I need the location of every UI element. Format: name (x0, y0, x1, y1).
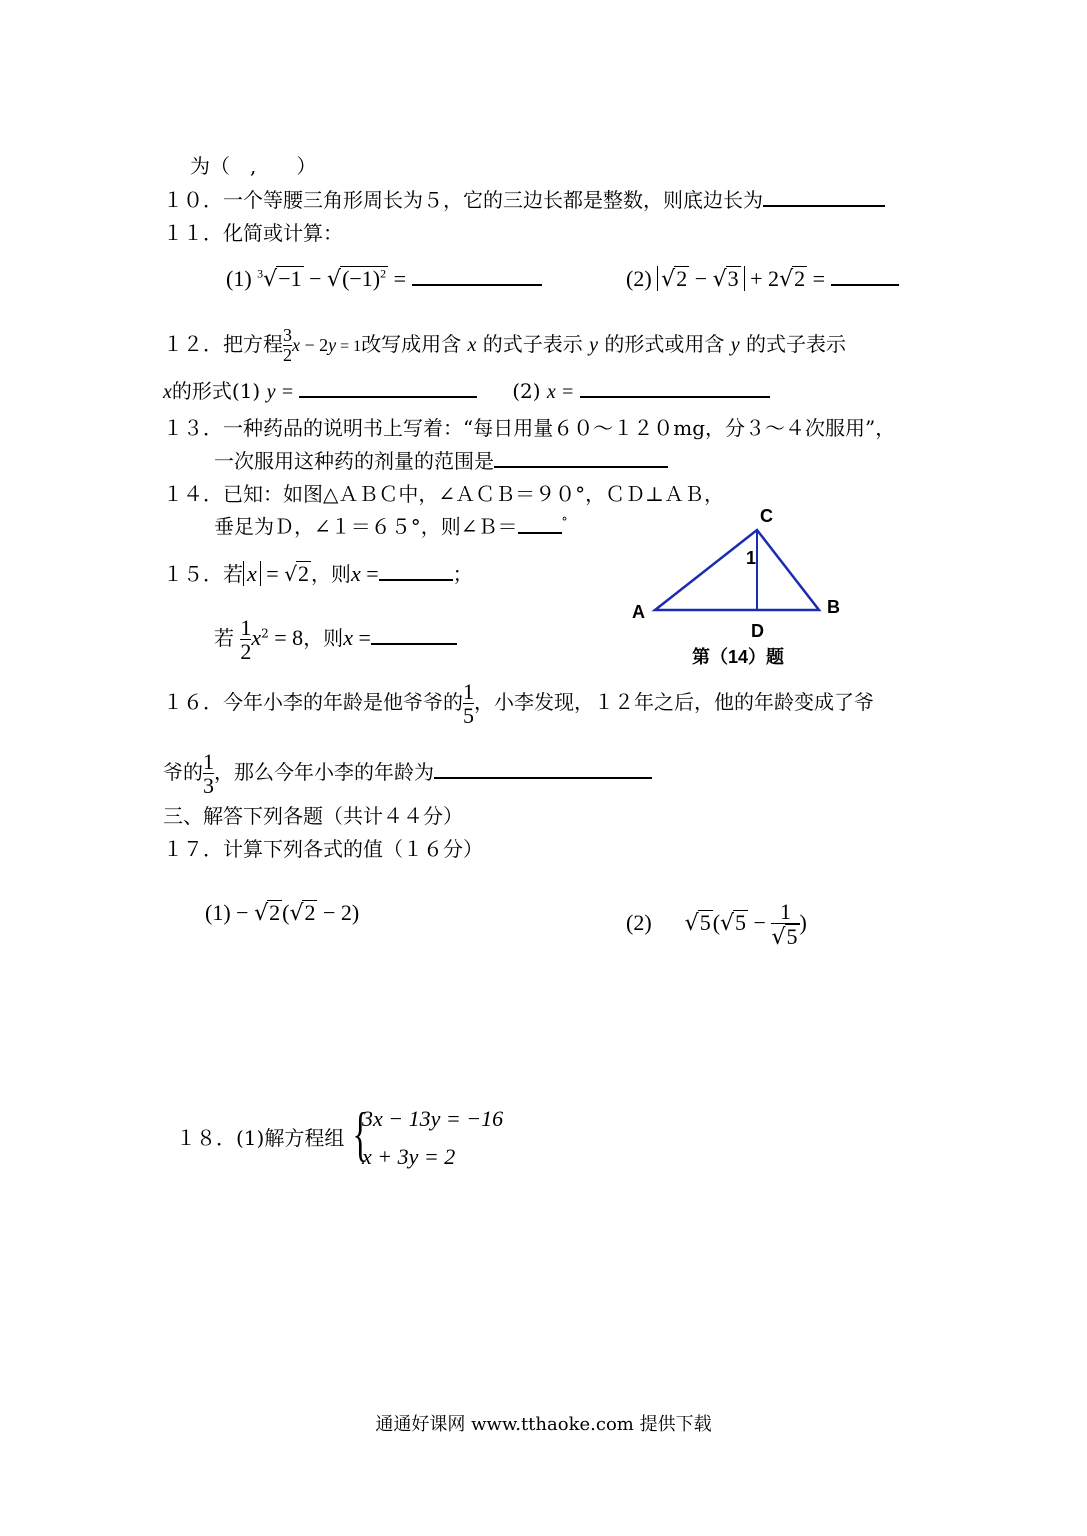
question-18 (176, 1128, 344, 1148)
question-text: 一种药品的说明书上写着：“每日用量６０～１２０mg，分３～４次服用”， (223, 416, 896, 440)
question-text: ，小李发现，１２年之后，他的年龄变成了爷 (474, 690, 874, 715)
answer-blank (763, 204, 885, 207)
part-label: (2) (626, 266, 652, 291)
question-text: 的式子表示 (482, 331, 583, 356)
equation-system (346, 1101, 546, 1176)
figure-caption: 第（14）题 (692, 647, 785, 667)
footer-text: 通通好课网 www.tthaoke.com 提供下载 (375, 1414, 712, 1435)
question-text: 垂足为Ｄ，∠１＝６５°，则∠Ｂ＝ (214, 514, 518, 539)
question-16: １６．今年小李的年龄是他爷爷的 $\frac{1}{5}$ ，小李发现，１２年之后，他的年龄变成了爷 (163, 679, 874, 729)
question-text: 一次服用这种药的剂量的范围是 (214, 449, 494, 473)
question-text: 计算下列各式的值（１６分） (223, 837, 483, 861)
question-text: (1)解方程组 (236, 1126, 345, 1150)
label-angle-1: 1 (746, 548, 757, 568)
question-text: 一个等腰三角形周长为５，它的三边长都是整数，则底边长为 (223, 188, 763, 212)
question-number: １７． (163, 837, 223, 861)
q12-answers: x的形式(1) y = (2) x = (163, 381, 770, 402)
q11-part1: (1) $^3√-1 - √(-1)^2$ = (226, 266, 542, 291)
question-text: 的式子表示 (746, 331, 847, 356)
label-b: B (827, 597, 840, 617)
question-text: 改写成用含 (361, 331, 462, 356)
q16-line2: 爷的 $\frac{1}{3}$ ，那么今年小李的年龄为 (163, 750, 652, 797)
question-text: 把方程 (223, 331, 283, 356)
section-title: 三、解答下列各题（共计４４分） (163, 804, 463, 828)
q11-part2: (2) √2 − √3 + 2√2 = (626, 266, 899, 291)
question-text: 若 (214, 626, 234, 651)
question-number: １３． (163, 416, 223, 440)
triangle-abc (655, 530, 819, 610)
answer-blank (434, 776, 652, 779)
degree-sign: ° (561, 515, 568, 529)
triangle-figure (620, 500, 850, 670)
question-12: １２．把方程 $\frac{3}{2}$ x − 2y = 1改写成用含 x 的式子表示 y 的形式或用含 y 的式子表示 (163, 325, 847, 365)
question-10 (163, 190, 885, 210)
q17-part2: (2) √5(√5 − $\frac{1}{√5}$ ) (626, 899, 807, 951)
question-number: １８． (176, 1126, 236, 1150)
question-text: 的形式或用含 (604, 331, 725, 356)
equation-2: x + 3y = 2 (362, 1144, 456, 1169)
answer-blank (371, 642, 457, 645)
question-number: １２． (163, 331, 223, 356)
q14-line2 (214, 516, 568, 537)
part-label: (2) (512, 379, 541, 403)
answer-blank (518, 531, 562, 534)
question-11 (163, 223, 343, 243)
question-17 (163, 839, 483, 859)
label-d: D (751, 621, 764, 641)
answer-blank (412, 283, 542, 286)
question-text: 爷的 (163, 760, 203, 785)
answer-blank (580, 395, 770, 398)
q9-tail-text: 为（ , ） (190, 154, 317, 178)
question-13 (163, 418, 895, 438)
question-text: 今年小李的年龄是他爷爷的 (223, 690, 463, 715)
question-number: １０． (163, 188, 223, 212)
q15-line2: 若 $\frac{1}{2}$ $x^2 = 8$，则x = (214, 616, 457, 663)
part-label: (1) (205, 900, 231, 925)
answer-blank (494, 465, 668, 468)
question-text: ，则 (303, 626, 344, 651)
label-c: C (760, 506, 773, 526)
section-heading (163, 806, 463, 826)
label-a: A (632, 602, 645, 622)
question-text: 的形式(1) (171, 379, 261, 403)
brace-icon: { (352, 1101, 369, 1167)
punctuation: ； (452, 562, 473, 586)
question-text: ，那么今年小李的年龄为 (214, 760, 434, 785)
question-number: １５． (163, 562, 223, 586)
equation-1: 3x − 13y = −16 (362, 1106, 504, 1131)
question-text: 已知：如图△ＡＢＣ中，∠ＡＣＢ＝９０°，ＣＤ⊥ＡＢ， (223, 482, 724, 506)
footer (0, 1410, 1087, 1436)
question-number: １１． (163, 221, 223, 245)
q9-tail (190, 156, 316, 176)
question-text: ，则 (310, 562, 351, 586)
answer-blank (379, 578, 453, 581)
part-label: (1) (226, 266, 252, 291)
question-text: 化简或计算： (223, 221, 343, 245)
answer-blank (299, 395, 477, 398)
answer-blank (831, 283, 899, 286)
question-number: １４． (163, 482, 223, 506)
part-label: (2) (626, 910, 652, 936)
q13-line2 (214, 451, 668, 471)
question-15: １５．若 x = √2 ，则x = ； (163, 561, 473, 586)
question-text: 若 (223, 562, 243, 586)
question-number: １６． (163, 690, 223, 715)
q17-part1: (1) − √2(√2 − 2) (205, 900, 360, 926)
